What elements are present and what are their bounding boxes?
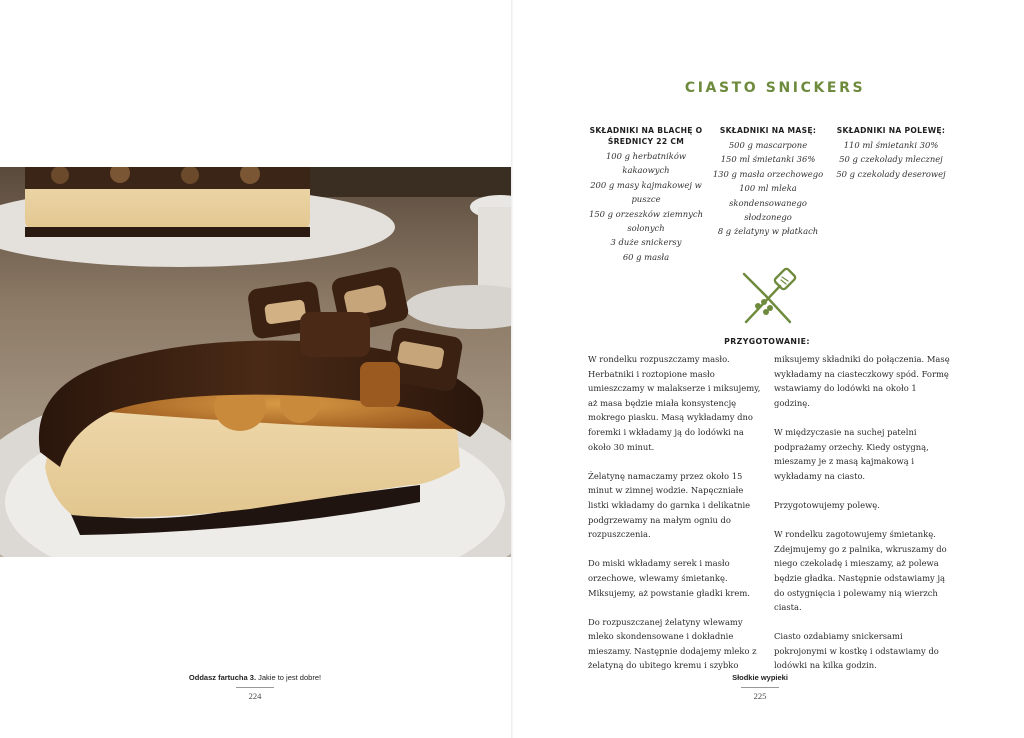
ingredient-list bbox=[584, 149, 708, 264]
ingredient-list bbox=[708, 138, 828, 239]
footer-left bbox=[170, 673, 340, 701]
ingredient-item: 3 duże snickersy bbox=[610, 237, 682, 248]
book-title: Oddasz fartucha 3. bbox=[188, 673, 257, 682]
preparation-paragraph: Do rozpuszczanej żelatyny wlewamy mleko skondensowane i dokładnie mieszamy. Następnie dodajemy mleko z żelatyną do ubitego kremu i szybko bbox=[588, 616, 757, 671]
ingredients-crust bbox=[584, 125, 708, 264]
cake-photo bbox=[0, 167, 511, 557]
preparation-paragraph: W rondelku rozpuszczamy masło. Herbatniki i roztopione masło umieszczamy w malakserze i miksujemy, aż masa będzie miała konsystencję mokrego piasku. Masą wykładamy dno foremki i wkładamy ją do lodówki na około 30 minut. bbox=[588, 354, 761, 452]
ingredient-item: 50 g czekolady deserowej bbox=[836, 168, 946, 179]
ingredient-item: 150 ml śmietanki 36% bbox=[720, 154, 816, 165]
footer-right bbox=[700, 673, 820, 701]
preparation-paragraph: W międzyczasie na suchej patelni podprażamy orzechy. Kiedy ostygną, mieszamy je z masą kajmakową i wykładamy na ciasto. bbox=[774, 426, 929, 481]
ingredients-mass bbox=[708, 125, 828, 239]
footer-divider bbox=[236, 687, 274, 688]
preparation-paragraph: Żelatynę namaczamy przez około 15 minut w zimnej wodzie. Napęczniałe listki wkładamy do garnka i delikatnie podgrzewamy na małym ogniu do rozpuszczenia. bbox=[588, 470, 751, 540]
book-subtitle: Jakie to jest dobre! bbox=[258, 673, 322, 682]
section-title: Słodkie wypieki bbox=[732, 673, 788, 682]
ingredients-heading: SKŁADNIKI NA MASĘ: bbox=[719, 126, 817, 135]
ingredient-item: 60 g masła bbox=[622, 251, 670, 262]
page-number-left: 224 bbox=[248, 691, 262, 701]
ingredient-item: 500 g mascarpone bbox=[728, 140, 808, 150]
preparation-paragraph: Przygotowujemy polewę. bbox=[774, 499, 880, 510]
ingredient-item: 150 g orzeszków ziemnych solonych bbox=[589, 208, 703, 234]
spatula-and-whisk-icon bbox=[736, 266, 800, 328]
preparation-paragraph: miksujemy składniki do połączenia. Masę wykładamy na ciasteczkowy spód. Formę wstawiamy do lodówki na około 1 godzinę. bbox=[774, 354, 950, 408]
page-fold bbox=[511, 0, 513, 738]
footer-divider bbox=[741, 687, 779, 688]
preparation-paragraph: Do miski wkładamy serek i masło orzechowe, wlewamy śmietankę. Miksujemy, aż powstanie gładki krem. bbox=[588, 558, 750, 598]
ingredients-heading: SKŁADNIKI NA BLACHĘ O ŚREDNICY 22 CM bbox=[589, 126, 703, 146]
ingredient-item: 110 ml śmietanki 30% bbox=[843, 140, 939, 150]
ingredient-item: 50 g czekolady mlecznej bbox=[839, 154, 943, 165]
preparation-heading: PRZYGOTOWANIE: bbox=[724, 337, 810, 346]
preparation-paragraph: W rondelku zagotowujemy śmietankę. Zdejmujemy go z palnika, wkruszamy do niego czekoladę i mieszamy, aż polewa będzie gładka. Następnie odstawiamy ją do ostygnięcia i polewamy nią wierzch ciasta. bbox=[774, 529, 947, 613]
ingredient-item: 100 g herbatników kakaowych bbox=[605, 151, 687, 176]
preparation-column-right bbox=[774, 352, 950, 688]
page-number-right: 225 bbox=[753, 691, 767, 701]
ingredients-glaze bbox=[832, 125, 950, 181]
ingredient-item: 8 g żelatyny w płatkach bbox=[717, 226, 819, 237]
preparation-paragraph: Ciasto ozdabiamy snickersami pokrojonymi w kostkę i odstawiamy do lodówki na kilka godzin. bbox=[774, 631, 939, 671]
recipe-title: CIASTO SNICKERS bbox=[684, 80, 866, 96]
ingredient-item: 200 g masy kajmakowej w puszce bbox=[590, 179, 702, 205]
preparation-column-left bbox=[588, 352, 764, 688]
ingredient-list bbox=[832, 138, 950, 181]
ingredients-heading: SKŁADNIKI NA POLEWĘ: bbox=[836, 126, 946, 135]
ingredient-item: 100 ml mleka skondensowanego słodzonego bbox=[729, 183, 807, 223]
ingredient-item: 130 g masła orzechowego bbox=[712, 168, 824, 179]
